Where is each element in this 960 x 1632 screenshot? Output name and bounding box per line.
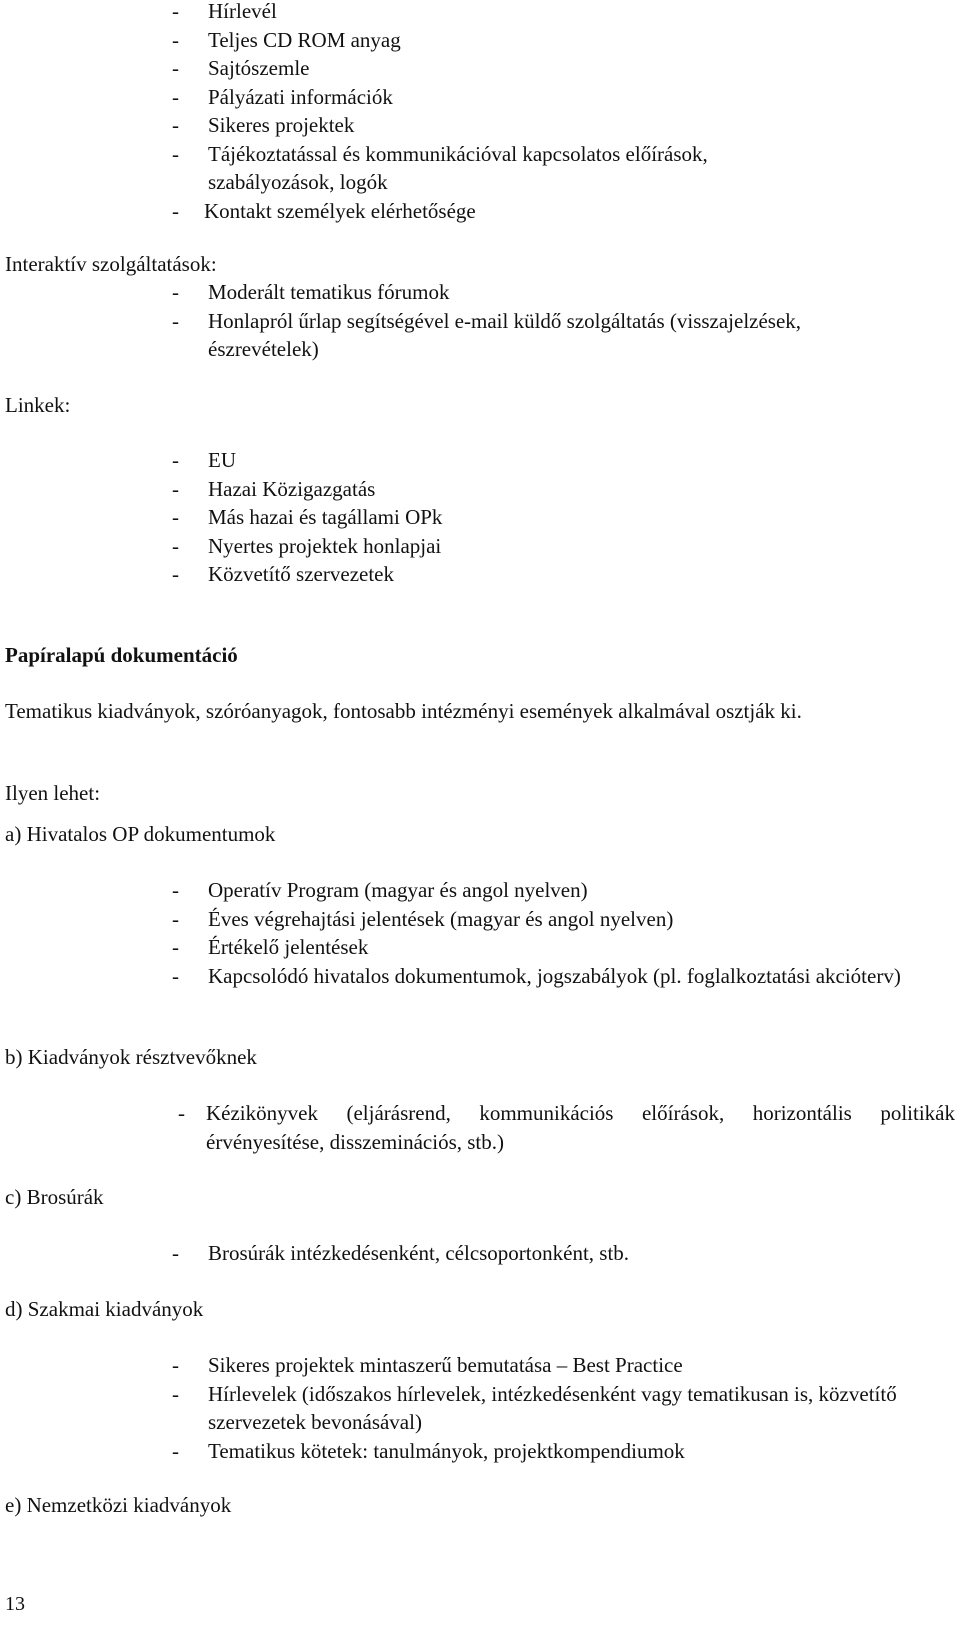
list-dash: -	[172, 878, 179, 902]
list-item-text: Közvetítő szervezetek	[208, 562, 394, 586]
list-item	[172, 0, 812, 26]
list-dash: -	[172, 505, 179, 529]
list-dash: -	[172, 0, 179, 23]
list-dash: -	[172, 448, 179, 472]
links-list	[172, 446, 772, 589]
list-item	[172, 446, 772, 475]
list-item	[172, 26, 812, 55]
list-item-text: Honlapról űrlap segítségével e-mail küldő szolgáltatás (visszajelzések, észrevételek)	[208, 308, 802, 361]
interactive-heading: Interaktív szolgáltatások:	[5, 252, 217, 276]
subsection-heading-e: e) Nemzetközi kiadványok	[5, 1493, 232, 1517]
list-item	[172, 933, 917, 962]
list-dash: -	[172, 963, 179, 988]
list-dash: -	[172, 84, 179, 109]
list-item	[172, 83, 812, 112]
subsection-heading-d: d) Szakmai kiadványok	[5, 1297, 204, 1321]
interactive-list	[172, 278, 912, 364]
list-item	[172, 503, 772, 532]
list-item-text: Pályázati információk	[208, 84, 393, 109]
list-item-text: EU	[208, 448, 236, 472]
list-item	[172, 140, 808, 197]
list-item	[172, 905, 917, 934]
list-item-text: Operatív Program (magyar és angol nyelven)	[208, 878, 588, 902]
list-item	[172, 1380, 914, 1437]
list-item-text: Kontakt személyek elérhetősége	[204, 198, 476, 223]
list-dash: -	[172, 56, 179, 80]
list-dash: -	[172, 141, 179, 166]
list-dash: -	[172, 476, 179, 501]
list-item	[172, 962, 917, 991]
list-item	[172, 560, 772, 589]
list-dash: -	[172, 533, 179, 558]
list-item	[172, 475, 772, 504]
list-dash: -	[172, 906, 179, 931]
top-list	[172, 0, 812, 225]
list-item	[172, 532, 772, 561]
list-item-text: Sajtószemle	[208, 56, 310, 80]
list-dash: -	[172, 1353, 179, 1377]
list-item-text: Hírlevél	[208, 0, 277, 23]
list-item-text: Sikeres projektek mintaszerű bemutatása – Best Practice	[208, 1353, 683, 1377]
links-heading: Linkek:	[5, 393, 71, 417]
list-dash: -	[172, 113, 179, 137]
list-item-text: Más hazai és tagállami OPk	[208, 505, 443, 529]
list-c	[172, 1239, 917, 1268]
section-heading: Papíralapú dokumentáció	[5, 643, 238, 667]
list-dash: -	[172, 27, 179, 52]
possible-label: Ilyen lehet:	[5, 781, 101, 805]
list-item	[172, 111, 812, 140]
list-dash: -	[172, 1438, 179, 1463]
list-item	[172, 307, 912, 364]
subsection-heading-b: b) Kiadványok résztvevőknek	[5, 1045, 257, 1069]
list-item-text: Kézikönyvek (eljárásrend, kommunikációs előírások, horizontális politikák érvényesítése, disszeminációs, stb.)	[206, 1101, 955, 1154]
subsection-heading-c: c) Brosúrák	[5, 1185, 104, 1209]
list-item-text: Éves végrehajtási jelentések (magyar és angol nyelven)	[208, 906, 674, 931]
list-dash: -	[172, 280, 179, 304]
list-item-text: Kapcsolódó hivatalos dokumentumok, jogszabályok (pl. foglalkoztatási akcióterv)	[208, 963, 901, 988]
list-a	[172, 876, 917, 990]
list-item-text: Tájékoztatással és kommunikációval kapcsolatos előírások, szabályozások, logók	[208, 141, 708, 194]
section-intro: Tematikus kiadványok, szóróanyagok, fontosabb intézményi események alkalmával osztják ki.	[5, 699, 802, 723]
list-dash: -	[172, 198, 179, 223]
list-item	[172, 1239, 917, 1268]
list-item	[172, 197, 812, 226]
list-item-text: Hazai Közigazgatás	[208, 476, 376, 501]
list-item	[172, 1351, 914, 1380]
list-dash: -	[172, 1381, 179, 1406]
subsection-heading-a: a) Hivatalos OP dokumentumok	[5, 822, 276, 846]
list-dash: -	[172, 562, 179, 586]
list-item-text: Nyertes projektek honlapjai	[208, 533, 442, 558]
list-item	[172, 278, 912, 307]
page-number: 13	[5, 1593, 25, 1615]
list-item	[172, 54, 812, 83]
list-item-text: Moderált tematikus fórumok	[208, 280, 450, 304]
list-item-text: Teljes CD ROM anyag	[208, 27, 401, 52]
list-item-text: Tematikus kötetek: tanulmányok, projektkompendiumok	[208, 1438, 685, 1463]
list-dash: -	[172, 308, 179, 333]
list-d	[172, 1351, 914, 1465]
list-item	[172, 1099, 955, 1156]
list-item-text: Hírlevelek (időszakos hírlevelek, intézkedésenként vagy tematikusan is, közvetítő szervezetek bevonásával)	[208, 1381, 897, 1434]
list-item-text: Sikeres projektek	[208, 113, 355, 137]
list-dash: -	[172, 935, 179, 959]
list-item	[172, 1437, 914, 1466]
list-item	[172, 876, 917, 905]
list-b	[172, 1099, 955, 1156]
list-item-text: Brosúrák intézkedésenként, célcsoportonként, stb.	[208, 1241, 630, 1265]
list-dash: -	[172, 1241, 179, 1265]
list-dash: -	[178, 1101, 185, 1125]
list-item-text: Értékelő jelentések	[208, 935, 369, 959]
